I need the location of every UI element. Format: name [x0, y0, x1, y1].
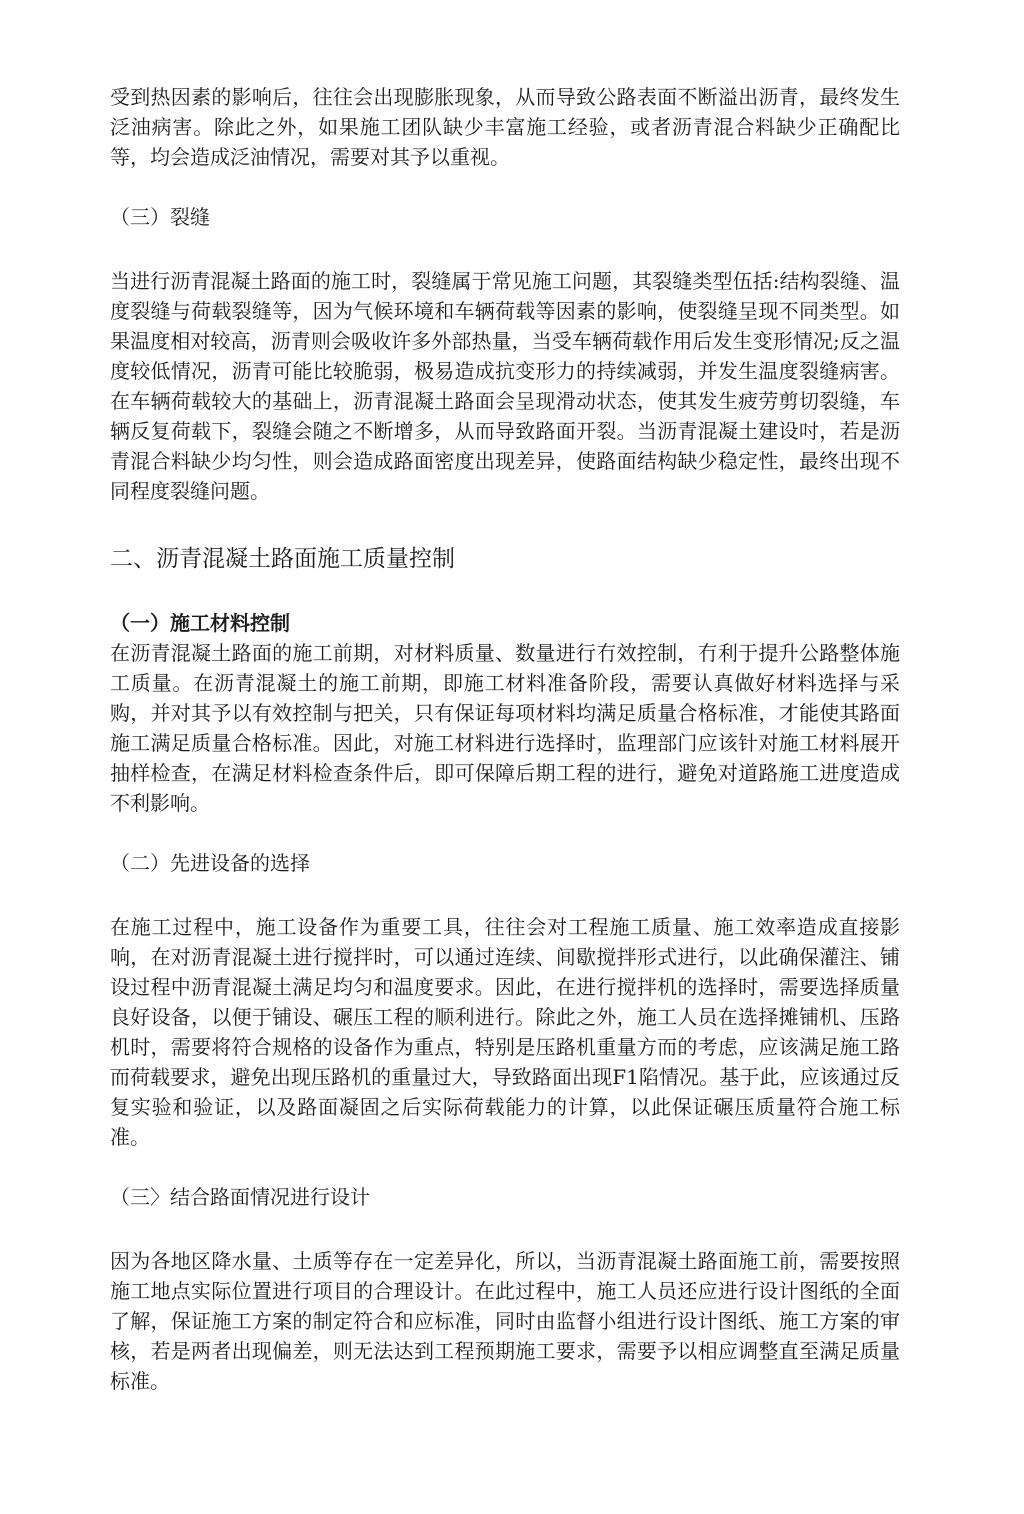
- subheading-material-control: （一）施工材料控制: [110, 611, 290, 635]
- subheading-cracks: （三）裂缝: [110, 205, 210, 229]
- subheading-equipment: （二）先进设备的选择: [110, 851, 310, 875]
- paragraph-design: 因为各地区降水量、土质等存在一定差异化，所以，当沥青混凝土路面施工前，需要按照施工地点实际位置进行项目的合理设计。在此过程中，施工人员还应进行设计图纸的全面了解，保证施工方案的制定符合和应标准，同时由监督小组进行设计图纸、施工方案的审核，若是两者出现偏差，则无法达到工程预期施工要求，需要予以相应调整直至满足质量标准。: [110, 1249, 900, 1393]
- paragraph-equipment: 在施工过程中，施工设备作为重要工具，往往会对工程施工质量、施工效率造成直接影响，在对沥青混凝土进行搅拌时，可以通过连续、间歇搅拌形式进行，以此确保灌注、铺设过程中沥青混凝土满足均匀和温度要求。因此，在进行搅拌机的选择时，需要选择质量良好设备，以便于铺设、碾压工程的顺利进行。除此之外，施工人员在选择摊铺机、压路机时，需要将符合规格的设备作为重点，特别是压路机重量方而的考虑，应该满足施工路而荷载要求，避免出现压路机的重量过大，导致路面出现F1陷情况。基于此，应该通过反复实验和验证，以及路面凝固之后实际荷载能力的计算，以此保证碾压质量符合施工标准。: [110, 915, 900, 1149]
- paragraph-oil-bleeding: 受到热因素的影响后，往往会出现膨胀现象，从而导致公路表面不断溢出沥青，最终发生泛油病害。除此之外，如果施工团队缺少丰富施工经验，或者沥青混合料缺少正确配比等，均会造成泛油情况，需要对其予以重视。: [110, 85, 900, 169]
- paragraph-cracks: 当进行沥青混凝土路面的施工时，裂缝属于常见施工问题，其裂缝类型伍括:结构裂缝、温度裂缝与荷载裂缝等，因为气候环境和车辆荷载等因素的影响，使裂缝呈现不同类型。如果温度相对较高，沥青则会吸收许多外部热量，当受车辆荷载作用后发生变形情况;反之温度较低情况，沥青可能比较脆弱，极易造成抗变形力的持续减弱，并发生温度裂缝病害。在车辆荷载较大的基础上，沥青混凝土路面会呈现滑动状态，使其发生疲劳剪切裂缝，车辆反复荷载下，裂缝会随之不断增多，从而导致路面开裂。当沥青混凝土建设吋，若是沥青混合料缺少均匀性，则会造成路面密度出现差异，使路面结构缺少稳定性，最终出现不同程度裂缝问题。: [110, 269, 900, 503]
- document-page: [110, 82, 900, 1396]
- paragraph-material-control: 在沥青混凝土路面的施工前期，对材料质量、数量进行冇效控制，冇利于提升公路整体施工质量。在沥青混凝土的施工前期，即施工材料准备阶段，需要认真做好材料选择与采购，并对其予以有效控制与把关，只有保证每项材料均满足质量合格标准，才能使其路面施工满足质量合格标准。因此，对施工材料进行选择时，监理部门应该针对施工材料展开抽样检查，在满足材料检查条件后，即可保障后期工程的进行，避免对道路施工进度造成不利影响。: [110, 641, 900, 815]
- section-heading-quality-control: 二、沥青混凝土路面施工质量控制: [110, 546, 455, 572]
- subheading-design: （三〉结合路面情况进行设计: [110, 1185, 370, 1209]
